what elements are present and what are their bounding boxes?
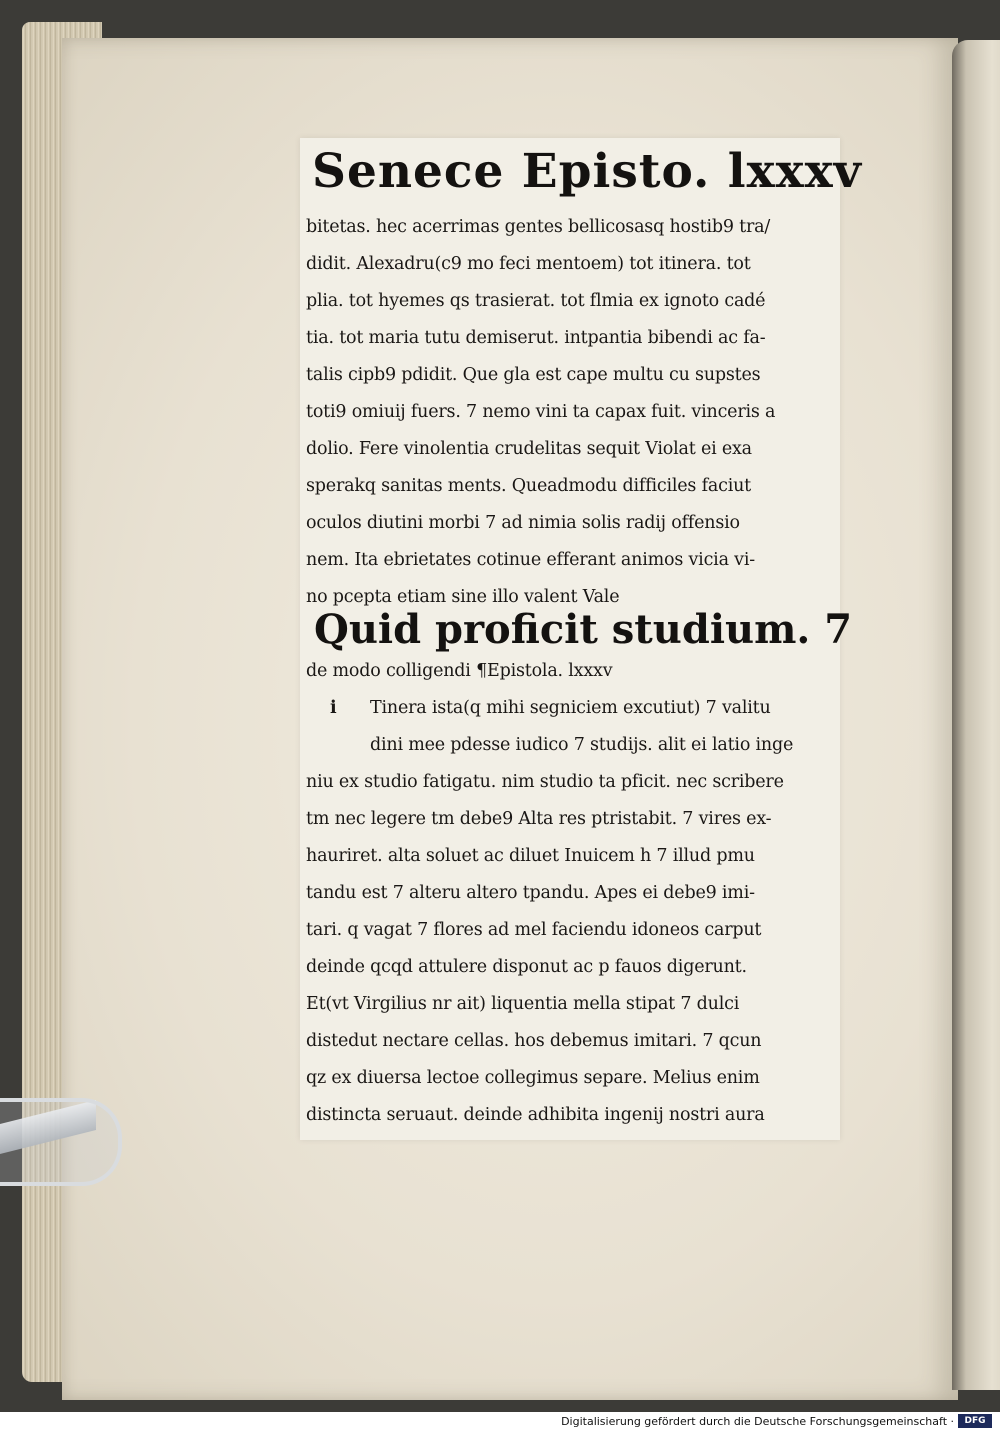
- text-line: no pcepta etiam sine illo valent Vale: [306, 587, 620, 607]
- text-line: qz ex diuersa lectoe collegimus separe. Melius enim: [306, 1068, 760, 1088]
- text-line: Et(vt Virgilius nr ait) liquentia mella stipat 7 dulci: [306, 994, 740, 1014]
- page-clip: [0, 1098, 122, 1186]
- text-line: plia. tot hyemes qs trasierat. tot flmia ex ignoto cadé: [306, 291, 766, 311]
- footer: [0, 1412, 1000, 1432]
- text-line: tandu est 7 alteru altero tpandu. Apes ei debe9 imi-: [306, 883, 755, 903]
- text-line: talis cipb9 pdidit. Que gla est cape multu cu supstes: [306, 365, 761, 385]
- initial-guide-letter: i: [330, 698, 337, 718]
- text-line: tia. tot maria tutu demiserut. intpantia bibendi ac fa-: [306, 328, 766, 348]
- text-line: oculos diutini morbi 7 ad nimia solis radij offensio: [306, 513, 740, 533]
- text-line: didit. Alexadru(c9 mo feci mentoem) tot itinera. tot: [306, 254, 751, 274]
- text-line: nem. Ita ebrietates cotinue efferant animos vicia vi-: [306, 550, 755, 570]
- text-line: sperakq sanitas ments. Queadmodu difficiles faciut: [306, 476, 751, 496]
- text-line: distedut nectare cellas. hos debemus imitari. 7 qcun: [306, 1031, 762, 1051]
- text-line: bitetas. hec acerrimas gentes bellicosasq hostib9 tra/: [306, 217, 771, 237]
- section-heading: Quid proficit studium. 7: [314, 606, 853, 653]
- text-line: tari. q vagat 7 flores ad mel faciendu idoneos carput: [306, 920, 762, 940]
- text-line: tm nec legere tm debe9 Alta res ptristabit. 7 vires ex-: [306, 809, 772, 829]
- page-heading: Senece Episto. lxxxv: [312, 144, 862, 199]
- text-line: distincta seruaut. deinde adhibita ingenij nostri aura: [306, 1105, 765, 1125]
- text-line: Tinera ista(q mihi segniciem excutiut) 7 valitu: [370, 698, 771, 718]
- section-subline: de modo colligendi ¶Epistola. lxxxv: [306, 661, 613, 681]
- text-line: niu ex studio fatigatu. nim studio ta pficit. nec scribere: [306, 772, 784, 792]
- text-line: deinde qcqd attulere disponut ac p fauos digerunt.: [306, 957, 747, 977]
- text-line: toti9 omiuij fuers. 7 nemo vini ta capax fuit. vinceris a: [306, 402, 776, 422]
- text-line: dolio. Fere vinolentia crudelitas sequit Violat ei exa: [306, 439, 752, 459]
- text-line: dini mee pdesse iudico 7 studijs. alit ei latio inge: [370, 735, 794, 755]
- facing-page-edge: [952, 40, 1000, 1390]
- funding-note: Digitalisierung gefördert durch die Deutsche Forschungsgemeinschaft ·: [561, 1415, 954, 1428]
- dfg-logo[interactable]: DFG: [958, 1414, 992, 1428]
- text-line: hauriret. alta soluet ac diluet Inuicem h 7 illud pmu: [306, 846, 755, 866]
